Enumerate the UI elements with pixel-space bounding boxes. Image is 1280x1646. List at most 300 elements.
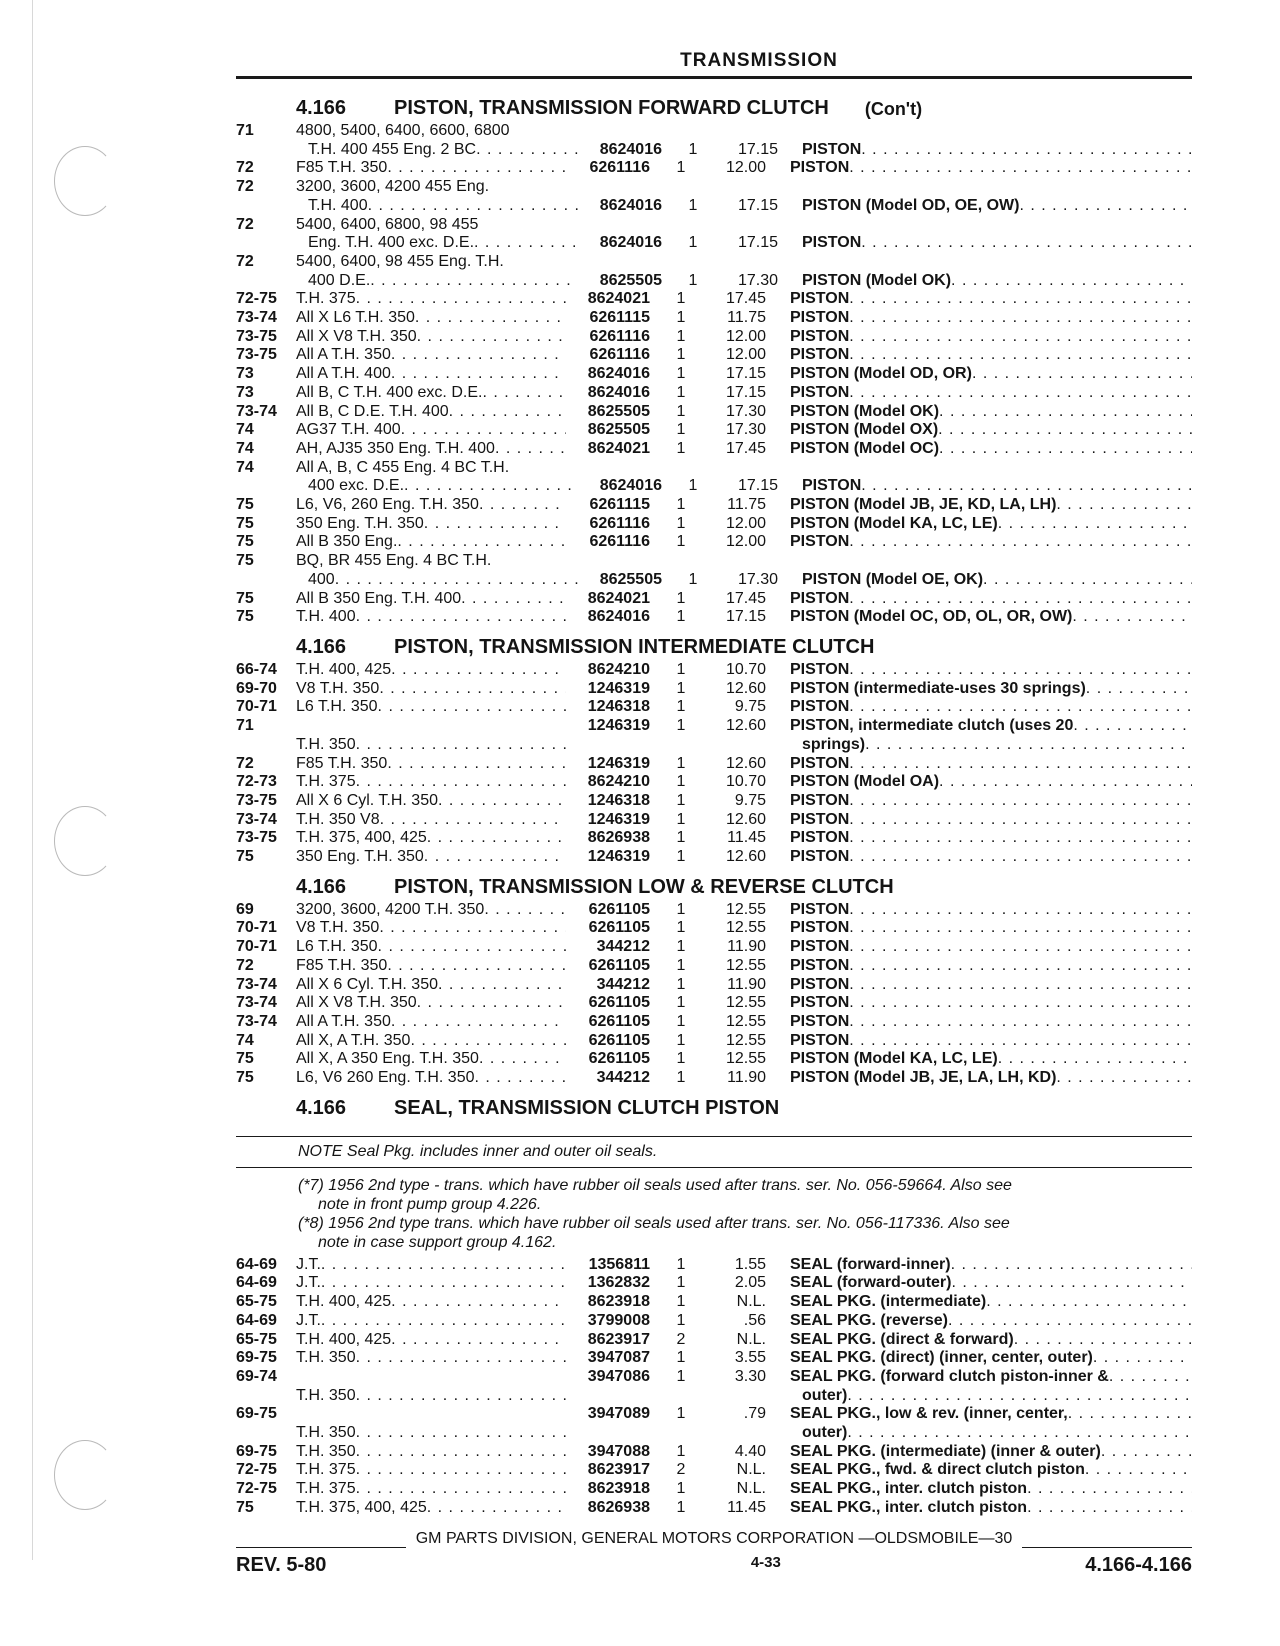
part-row [236,178,1192,197]
price [700,1387,766,1406]
leader-dots [849,811,1192,830]
part-name-text: PISTON [790,791,850,809]
page-number: 4-33 [750,1554,781,1571]
leader-dots [849,792,1192,811]
leader-dots [417,328,566,347]
part-name [790,938,1192,957]
application-text: L6, V6 260 Eng. T.H. 350 [296,1069,475,1087]
scan-edge-line [32,0,33,1560]
part-name-text: PISTON (Model OC) [790,439,940,457]
header-rule [236,76,1192,79]
leader-dots [427,829,566,848]
leader-dots [998,1050,1192,1069]
leader-dots [1093,1349,1192,1368]
part-number: 8625505 [599,570,662,588]
model-year: 73-74 [236,810,277,828]
part-number: 8626938 [587,829,650,847]
model-year: 75 [236,514,254,532]
part-number [566,216,650,235]
quantity: 1 [688,140,698,158]
part-row [236,571,1192,590]
price: 12.60 [725,848,766,866]
group-title [236,867,1192,901]
part-row [236,216,1192,235]
leader-dots [391,365,566,384]
model-year [236,571,296,590]
price: 11.90 [727,938,766,956]
leader-dots [475,1069,567,1088]
part-name [790,901,1192,920]
application-text: L6 T.H. 350 [296,698,378,716]
application-desc [296,1331,566,1350]
part-name-text: PISTON [790,159,850,177]
part-row [236,1424,1192,1443]
part-name [790,1069,1192,1088]
part-name [790,848,1192,867]
application-text: 3200, 3600, 4200 T.H. 350 [296,900,485,918]
group-code: 4.166 [296,97,347,119]
part-number: 6261115 [589,496,650,514]
part-number: 3799008 [587,1311,650,1329]
price: 4.40 [734,1442,766,1460]
part-name-text: SEAL PKG., low & rev. (inner, center, [790,1405,1068,1423]
part-number [566,552,650,571]
part-row [236,328,1192,347]
price: 17.15 [737,140,778,158]
group-code: 4.166 [296,635,347,658]
parts-listing [236,88,1192,1518]
part-name [790,159,1192,178]
part-row [236,477,1192,496]
price: 12.55 [725,956,766,974]
binder-hole [54,806,116,876]
part-row [236,272,1192,291]
leader-dots [397,533,566,552]
footer-rule [236,1537,406,1548]
leader-dots [356,736,566,755]
part-name-text: PISTON [790,346,850,364]
price: 12.00 [725,514,766,532]
part-name-text: PISTON (intermediate-uses 30 springs) [790,679,1086,697]
part-number: 8623918 [587,1293,650,1311]
group-title [236,627,1192,661]
quantity: 1 [676,309,686,327]
application-text: 350 Eng. T.H. 350 [296,848,424,866]
part-number: 6261116 [589,533,650,551]
application-text: L6 T.H. 350 [296,938,378,956]
price: 17.15 [725,608,766,626]
leader-dots [849,384,1192,403]
application-text: J.T. [296,1274,321,1292]
part-name-text: PISTON (Model JB, JE, KD, LA, LH) [790,496,1057,514]
model-year: 72 [236,178,254,196]
quantity: 1 [676,773,686,791]
model-year: 70-71 [236,938,277,956]
leader-dots [1056,1069,1192,1088]
leader-dots [939,773,1192,792]
price: 17.30 [737,271,778,289]
part-name [790,1274,1192,1293]
part-name [790,216,1192,235]
application-text: All B 350 Eng. T.H. 400 [296,589,462,607]
part-name [790,1013,1192,1032]
quantity: 1 [676,810,686,828]
quantity: 1 [676,1498,686,1516]
model-year: 72-75 [236,290,277,308]
part-name [790,773,1192,792]
leader-dots [849,994,1192,1013]
leader-dots [861,141,1192,160]
part-number: 8624210 [587,660,650,678]
leader-dots [849,290,1192,309]
application-text: All X 6 Cyl. T.H. 350 [296,791,438,809]
part-row [236,552,1192,571]
part-number [566,178,650,197]
part-row [236,590,1192,609]
application-text: All A T.H. 350 [296,1012,391,1030]
application-text: Eng. T.H. 400 exc. D.E. [308,234,475,252]
model-year: 75 [236,1498,254,1516]
model-year [236,197,296,216]
leader-dots [378,698,566,717]
application-text: T.H. 350 V8 [296,810,380,828]
model-year: 70-71 [236,698,277,716]
part-name-text: PISTON (Model OE, OK) [802,570,984,588]
part-name-text: SEAL PKG., inter. clutch piston [790,1498,1028,1516]
part-number: 1246319 [587,810,650,828]
leader-dots [391,1293,566,1312]
part-number: 8624016 [587,365,650,383]
application-desc [296,328,566,347]
model-year: 75 [236,608,254,626]
group-subnotes [236,1176,1192,1252]
model-year: 69-75 [236,1349,277,1367]
model-year: 73-75 [236,346,277,364]
part-name [802,197,1192,216]
quantity [662,552,700,571]
leader-dots [849,957,1192,976]
part-row [236,848,1192,867]
application-desc [296,919,566,938]
quantity: 1 [676,1367,686,1385]
part-name [802,477,1192,496]
model-year: 73-75 [236,829,277,847]
part-name [790,1293,1192,1312]
application-desc [296,994,566,1013]
part-name-text: PISTON [790,290,850,308]
application-desc [296,141,578,160]
leader-dots [849,919,1192,938]
part-row [236,365,1192,384]
part-name-text: PISTON [790,956,850,974]
leader-dots [391,1331,566,1350]
part-name-text: PISTON [790,660,850,678]
price: 1.55 [734,1255,766,1273]
quantity: 1 [676,327,686,345]
part-name [790,533,1192,552]
part-name [790,994,1192,1013]
application-text: T.H. 400 [308,196,368,214]
part-name [802,272,1192,291]
model-year: 73-74 [236,402,277,420]
quantity: 1 [676,1311,686,1329]
price: 17.15 [737,477,778,495]
model-year: 74 [236,439,254,457]
application-text: AH, AJ35 350 Eng. T.H. 400 [296,439,495,457]
leader-dots [417,994,566,1013]
price: 10.70 [725,773,766,791]
application-text: All A T.H. 400 [296,365,391,383]
part-row [236,234,1192,253]
application-text: T.H. 400 [296,608,356,626]
leader-dots [1085,1461,1192,1480]
part-row [236,459,1192,478]
leader-dots [391,1013,566,1032]
part-number: 3947087 [587,1349,650,1367]
model-year: 73-74 [236,309,277,327]
part-row [236,1050,1192,1069]
price: 12.55 [725,919,766,937]
application-desc [296,309,566,328]
part-row [236,1349,1192,1368]
application-text: All X V8 T.H. 350 [296,327,417,345]
application-text: T.H. 375, 400, 425 [296,1498,427,1516]
quantity: 1 [676,365,686,383]
leader-dots [370,272,578,291]
part-row [236,901,1192,920]
model-year: 65-75 [236,1330,277,1348]
model-year: 72 [236,956,254,974]
leader-dots [391,346,566,365]
part-name-text: PISTON [790,848,850,866]
application-desc [296,938,566,957]
part-row [236,309,1192,328]
quantity: 1 [676,496,686,514]
application-desc [296,661,566,680]
part-number: 1246319 [587,679,650,697]
leader-dots [849,829,1192,848]
application-desc [296,290,566,309]
quantity: 1 [676,533,686,551]
application-text: 350 Eng. T.H. 350 [296,514,424,532]
leader-dots [1073,717,1192,736]
price: 12.00 [725,533,766,551]
part-name [802,234,1192,253]
quantity: 1 [688,234,698,252]
application-text: T.H. 375, 400, 425 [296,829,427,847]
part-number: 8624016 [587,608,650,626]
leader-dots [849,1013,1192,1032]
part-name [790,1424,1192,1443]
application-desc: 3200, 3600, 4200 455 Eng. [296,178,490,196]
application-desc [296,976,566,995]
application-desc [296,403,566,422]
binder-hole [54,146,116,216]
leader-dots [849,346,1192,365]
leader-dots [849,938,1192,957]
leader-dots [1072,608,1192,627]
leader-dots [368,197,578,216]
application-text: 400 [308,570,335,588]
part-name-text: PISTON [790,383,850,401]
price: N.L. [736,1461,766,1479]
leader-dots [410,1032,566,1051]
part-row [236,1331,1192,1350]
quantity: 1 [676,1031,686,1049]
quantity: 1 [676,1349,686,1367]
model-year [236,1424,296,1443]
application-desc: All A, B, C 455 Eng. 4 BC T.H. [296,458,510,476]
subnote-line: note in case support group 4.162. [318,1233,557,1251]
model-year: 73 [236,383,254,401]
quantity [662,1424,700,1443]
part-name [790,1443,1192,1462]
leader-dots [847,1387,1192,1406]
application-desc [296,792,566,811]
model-year: 72-75 [236,1461,277,1479]
leader-dots [461,590,566,609]
leader-dots [438,792,566,811]
application-text: All B, C D.E. T.H. 400 [296,402,449,420]
price: N.L. [736,1293,766,1311]
quantity: 1 [676,754,686,772]
quantity: 1 [676,608,686,626]
application-desc: 5400, 6400, 6800, 98 455 [296,215,479,233]
part-row [236,919,1192,938]
part-number: 6261116 [589,327,650,345]
part-name-text: PISTON [790,938,850,956]
part-name [790,919,1192,938]
part-number: 8623917 [587,1330,650,1348]
part-row [236,792,1192,811]
part-row [236,1312,1192,1331]
application-desc [296,590,566,609]
quantity [662,178,700,197]
part-name-text: PISTON, intermediate clutch (uses 20 [790,717,1074,735]
application-desc [296,496,566,515]
leader-dots [356,773,566,792]
part-number: 6261116 [589,159,650,177]
quantity: 1 [676,848,686,866]
model-year: 64-69 [236,1274,277,1292]
price: 17.45 [725,589,766,607]
part-number: 6261105 [588,994,650,1012]
quantity: 1 [676,1293,686,1311]
price [700,216,766,235]
quantity: 1 [676,402,686,420]
leader-dots [1027,1499,1192,1518]
application-desc [296,1050,566,1069]
model-year: 75 [236,533,254,551]
application-desc: 5400, 6400, 98 455 Eng. T.H. [296,252,504,270]
model-year [236,736,296,755]
part-row [236,1274,1192,1293]
leader-dots [849,328,1192,347]
part-name-text: PISTON [790,975,850,993]
application-text: All X 6 Cyl. T.H. 350 [296,975,438,993]
price: 12.55 [725,994,766,1012]
part-row [236,290,1192,309]
part-name [790,346,1192,365]
leader-dots [948,1312,1192,1331]
part-name-text: PISTON [802,234,862,252]
quantity [662,459,700,478]
application-desc [296,159,566,178]
model-year: 72 [236,754,254,772]
model-year: 74 [236,1031,254,1049]
application-text: 400 D.E. [308,271,371,289]
price: 17.30 [725,421,766,439]
part-name-text: PISTON [790,327,850,345]
application-desc [296,1349,566,1368]
leader-dots [476,141,578,160]
application-desc [296,1013,566,1032]
part-name [790,496,1192,515]
quantity: 1 [676,791,686,809]
leader-dots [849,309,1192,328]
leader-dots [849,848,1192,867]
leader-dots [379,680,566,699]
part-row [236,159,1192,178]
group-range: 4.166-4.166 [1085,1554,1192,1576]
leader-dots [1101,1443,1192,1462]
application-desc: BQ, BR 455 Eng. 4 BC T.H. [296,552,492,570]
group-code: 4.166 [296,1096,347,1119]
part-name-text: PISTON (Model OD, OR) [790,365,972,383]
part-number: 8626938 [587,1498,650,1516]
leader-dots [401,421,566,440]
part-number: 1362832 [587,1274,650,1292]
group-title [236,88,1192,122]
part-row [236,755,1192,774]
quantity: 1 [676,439,686,457]
application-desc [296,608,566,627]
part-name-text: springs) [802,735,866,753]
model-year: 75 [236,1050,254,1068]
application-text: T.H. 350 [296,1349,356,1367]
quantity: 1 [676,421,686,439]
part-number: 8624021 [587,589,650,607]
quantity: 1 [676,975,686,993]
price: 11.75 [727,496,766,514]
leader-dots [321,1312,566,1331]
quantity [662,216,700,235]
model-year: 73-75 [236,327,277,345]
leader-dots [378,938,566,957]
part-name [790,1480,1192,1499]
part-row [236,680,1192,699]
model-year: 75 [236,1069,254,1087]
leader-dots [335,571,578,590]
part-number: 1246319 [587,848,650,866]
subnote-line: (*8) 1956 2nd type trans. which have rubber oil seals used after trans. ser. No. 056-117336. Also see [298,1214,1010,1232]
part-number: 6261105 [588,956,650,974]
application-text: AG37 T.H. 400 [296,421,401,439]
part-row [236,661,1192,680]
leader-dots [986,1293,1192,1312]
part-row [236,736,1192,755]
application-desc [296,717,566,736]
price: 2.05 [734,1274,766,1292]
application-desc [296,1443,566,1462]
price [700,178,766,197]
parts-group [236,867,1192,1088]
part-name [790,459,1192,478]
leader-dots [479,496,566,515]
part-name-text: SEAL PKG. (intermediate) (inner & outer) [790,1442,1101,1460]
leader-dots [356,1461,566,1480]
quantity: 1 [676,717,686,735]
